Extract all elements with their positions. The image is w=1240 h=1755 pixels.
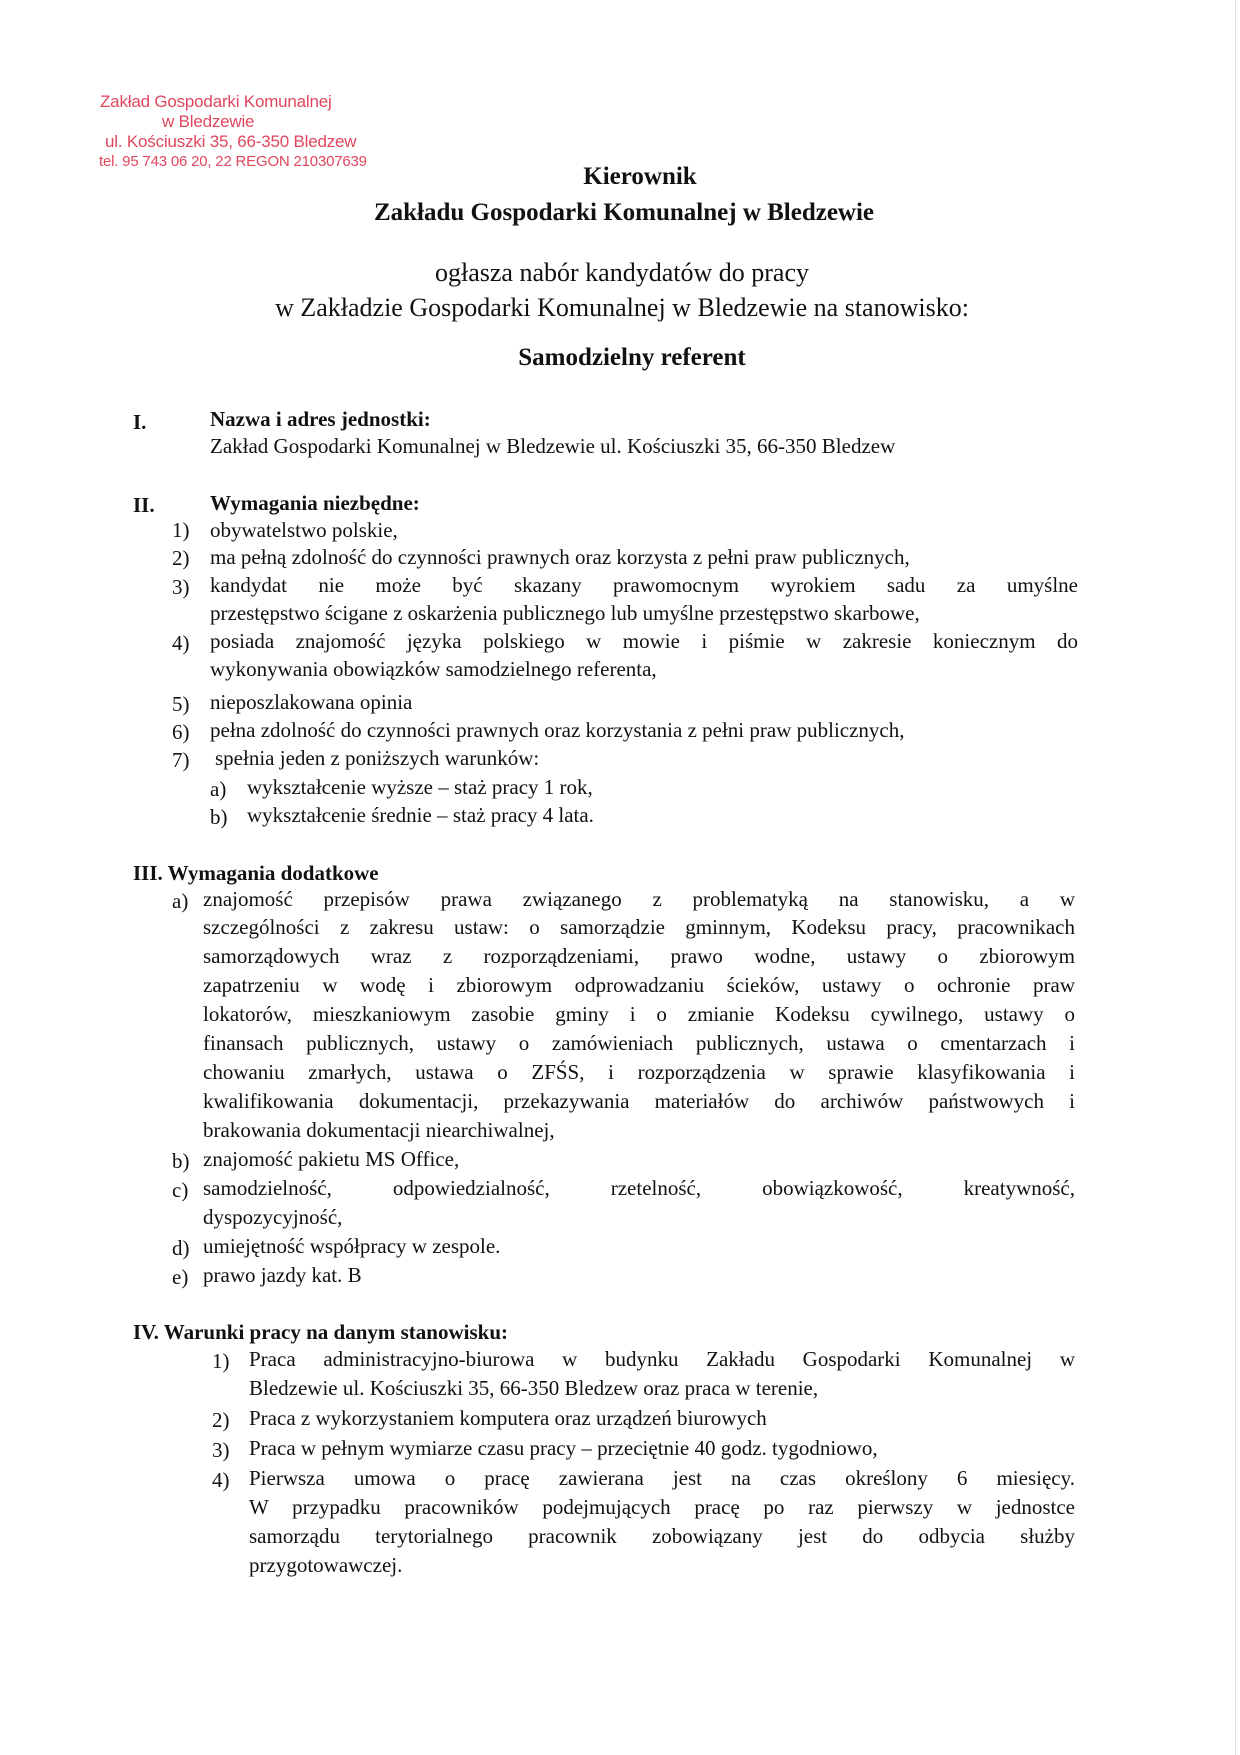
list-number: b) <box>210 805 228 829</box>
list-item-continuation: brakowania dokumentacji niearchiwalnej, <box>203 1118 555 1142</box>
list-item-continuation: finansach publicznych, ustawy o zamówieniach publicznych, ustawa o cmentarzach i <box>203 1031 1075 1055</box>
list-item: prawo jazdy kat. B <box>203 1263 362 1287</box>
section-title: III. Wymagania dodatkowe <box>133 861 379 885</box>
list-item: ma pełną zdolność do czynności prawnych oraz korzysta z pełni praw publicznych, <box>210 545 910 569</box>
list-item-continuation: samorządowych wraz z rozporządzeniami, prawo wodne, ustawy o zbiorowym <box>203 944 1075 968</box>
list-item: umiejętność współpracy w zespole. <box>203 1234 501 1258</box>
organization-stamp <box>97 92 367 172</box>
intro-line1: ogłasza nabór kandydatów do pracy <box>435 258 809 287</box>
list-number: e) <box>172 1265 189 1289</box>
list-item: posiada znajomość języka polskiego w mowie i piśmie w zakresie koniecznym do <box>210 629 1078 653</box>
list-item: Praca w pełnym wymiarze czasu pracy – przeciętnie 40 godz. tygodniowo, <box>249 1436 878 1460</box>
position-title: Samodzielny referent <box>518 344 746 371</box>
list-item-continuation: zapatrzeniu w wodę i zbiorowym odprowadzaniu ścieków, ustawy o ochronie praw <box>203 973 1075 997</box>
list-number: a) <box>172 889 189 913</box>
list-item: kandydat nie może być skazany prawomocnym wyrokiem sadu za umyślne <box>210 573 1078 597</box>
list-item-continuation: chowaniu zmarłych, ustawa o ZFŚS, i rozporządzenia w sprawie klasyfikowania i <box>203 1060 1075 1084</box>
list-item-continuation: W przypadku pracowników podejmujących pracę po raz pierwszy w jednostce <box>249 1495 1075 1519</box>
section-numeral: II. <box>133 493 155 517</box>
list-item-continuation: Bledzewie ul. Kościuszki 35, 66-350 Bledzew oraz praca w terenie, <box>249 1376 819 1400</box>
list-item-continuation: samorządu terytorialnego pracownik zobowiązany jest do odbycia służby <box>249 1524 1075 1548</box>
list-item: znajomość pakietu MS Office, <box>203 1147 460 1171</box>
stamp-line: w Bledzewie <box>162 112 255 131</box>
list-number: d) <box>172 1236 190 1260</box>
section-text: Zakład Gospodarki Komunalnej w Bledzewie ul. Kościuszki 35, 66-350 Bledzew <box>210 434 896 458</box>
list-item: znajomość przepisów prawa związanego z problematyką na stanowisku, a w <box>203 887 1075 911</box>
list-number: 3) <box>172 575 190 599</box>
list-item: obywatelstwo polskie, <box>210 518 398 542</box>
list-number: 2) <box>172 546 190 570</box>
list-number: 1) <box>172 518 190 542</box>
list-number: b) <box>172 1149 190 1173</box>
document-title-line2: Zakładu Gospodarki Komunalnej w Bledzewie <box>373 199 875 226</box>
list-number: c) <box>172 1178 189 1202</box>
list-item: wykształcenie wyższe – staż pracy 1 rok, <box>247 775 593 799</box>
stamp-line: ul. Kościuszki 35, 66-350 Bledzew <box>105 132 357 151</box>
list-number: 7) <box>172 748 190 772</box>
list-item: Praca z wykorzystaniem komputera oraz urządzeń biurowych <box>249 1406 767 1430</box>
section-title: IV. Warunki pracy na danym stanowisku: <box>133 1320 509 1344</box>
list-number: a) <box>210 777 227 801</box>
section-numeral: I. <box>133 410 147 434</box>
list-number: 3) <box>212 1438 230 1462</box>
section-title: Nazwa i adres jednostki: <box>210 407 431 431</box>
document-title-line1: Kierownik <box>583 163 697 190</box>
list-number: 2) <box>212 1408 230 1432</box>
list-item: spełnia jeden z poniższych warunków: <box>215 746 540 770</box>
list-item-continuation: przestępstwo ścigane z oskarżenia publicznego lub umyślne przestępstwo skarbowe, <box>210 601 920 625</box>
list-item-continuation: kwalifikowania dokumentacji, przekazywania materiałów do archiwów państwowych i <box>203 1089 1075 1113</box>
list-item-continuation: wykonywania obowiązków samodzielnego referenta, <box>210 657 657 681</box>
list-item-continuation: przygotowawczej. <box>249 1553 403 1577</box>
intro-line2: w Zakładzie Gospodarki Komunalnej w Bledzewie na stanowisko: <box>275 293 969 322</box>
list-item: Praca administracyjno-biurowa w budynku Zakładu Gospodarki Komunalnej w <box>249 1347 1075 1371</box>
section-title: Wymagania niezbędne: <box>210 491 420 515</box>
list-item-continuation: lokatorów, mieszkaniowym zasobie gminy i o zmianie Kodeksu cywilnego, ustawy o <box>203 1002 1075 1026</box>
list-item: nieposzlakowana opinia <box>210 690 413 714</box>
list-number: 5) <box>172 692 190 716</box>
list-number: 6) <box>172 720 190 744</box>
list-item: wykształcenie średnie – staż pracy 4 lata. <box>247 803 594 827</box>
list-number: 4) <box>172 631 190 655</box>
list-item: pełna zdolność do czynności prawnych oraz korzystania z pełni praw publicznych, <box>210 718 905 742</box>
list-item: samodzielność, odpowiedzialność, rzetelność, obowiązkowość, kreatywność, <box>203 1176 1075 1200</box>
list-item-continuation: dyspozycyjność, <box>203 1205 343 1229</box>
stamp-line: Zakład Gospodarki Komunalnej <box>100 92 332 111</box>
list-number: 1) <box>212 1349 230 1373</box>
stamp-line: tel. 95 743 06 20, 22 REGON 210307639 <box>99 153 367 170</box>
list-item-continuation: szczególności z zakresu ustaw: o samorządzie gminnym, Kodeksu pracy, pracownikach <box>203 915 1075 939</box>
list-item: Pierwsza umowa o pracę zawierana jest na czas określony 6 miesięcy. <box>249 1466 1075 1490</box>
list-number: 4) <box>212 1468 230 1492</box>
